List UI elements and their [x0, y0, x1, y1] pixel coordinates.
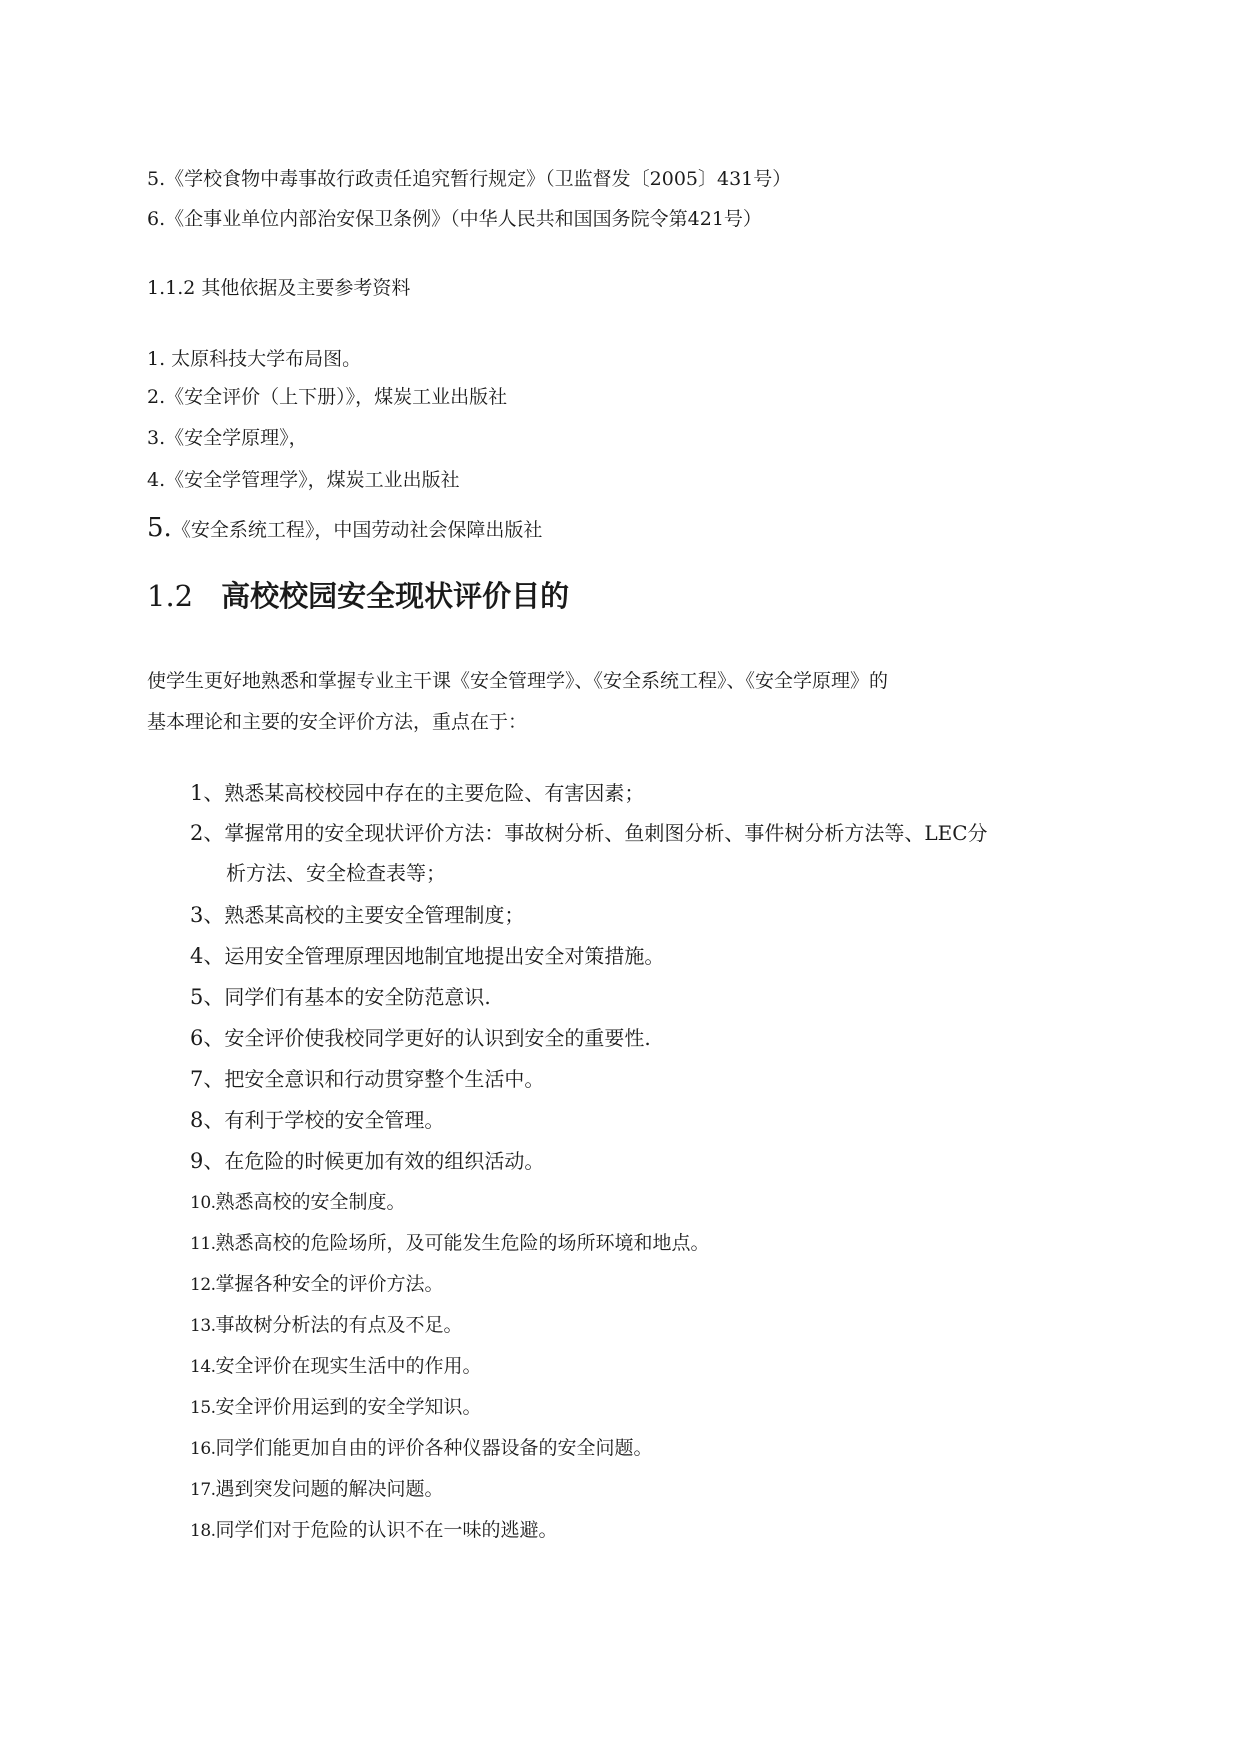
goal-item — [190, 1394, 482, 1421]
goal-number: 18. — [190, 1521, 216, 1541]
goal-text: 掌握常用的安全现状评价方法：事故树分析、鱼刺图分析、事件树分析方法等、LEC分 — [224, 821, 988, 845]
reference-number: 3. — [147, 427, 166, 449]
goal-text: 熟悉某高校的主要安全管理制度； — [224, 903, 525, 927]
section-heading — [147, 576, 569, 616]
reference-item — [147, 425, 308, 451]
law-text: 《学校食物中毒事故行政责任追究暂行规定》（卫监督发〔2005〕431号） — [165, 168, 792, 190]
goal-item — [190, 984, 491, 1010]
goal-item — [190, 1025, 651, 1051]
goal-number: 12. — [190, 1275, 216, 1295]
goal-text: 掌握各种安全的评价方法。 — [215, 1273, 444, 1295]
intro-line: 基本理论和主要的安全评价方法，重点在于： — [147, 711, 528, 733]
goal-number: 16. — [190, 1439, 216, 1459]
law-number: 6. — [147, 208, 166, 230]
goal-item — [190, 1148, 544, 1174]
goal-text: 安全评价用运到的安全学知识。 — [215, 1396, 482, 1418]
goal-text: 安全评价使我校同学更好的认识到安全的重要性. — [224, 1026, 651, 1050]
goal-item — [190, 1189, 406, 1216]
goal-item — [190, 1312, 463, 1339]
reference-item — [147, 515, 542, 543]
goal-text: 把安全意识和行动贯穿整个生活中。 — [224, 1067, 545, 1091]
goal-text: 事故树分析法的有点及不足。 — [215, 1314, 463, 1336]
goal-item — [190, 1476, 444, 1503]
law-item — [147, 206, 762, 232]
goal-item — [190, 1107, 444, 1133]
goal-text: 有利于学校的安全管理。 — [224, 1108, 445, 1132]
goal-text: 在危险的时候更加有效的组织活动。 — [224, 1149, 545, 1173]
goal-number: 6、 — [190, 1026, 225, 1050]
goal-number: 4、 — [190, 944, 225, 968]
reference-number: 5. — [147, 513, 172, 543]
goal-text: 熟悉高校的安全制度。 — [215, 1191, 406, 1213]
reference-text: 太原科技大学布局图。 — [165, 348, 362, 370]
reference-text: 《安全系统工程》，中国劳动社会保障出版社 — [171, 519, 543, 541]
goal-text: 熟悉某高校校园中存在的主要危险、有害因素； — [224, 781, 645, 805]
goal-continuation: 析方法、安全检查表等； — [226, 861, 446, 885]
goal-number: 2、 — [190, 821, 225, 845]
goal-number: 8、 — [190, 1108, 225, 1132]
goal-number: 13. — [190, 1316, 216, 1336]
heading-number: 1.2 — [147, 579, 194, 613]
goal-number: 3、 — [190, 903, 225, 927]
goal-text: 同学们对于危险的认识不在一味的逃避。 — [215, 1519, 558, 1541]
goal-number: 17. — [190, 1480, 216, 1500]
goal-number: 10. — [190, 1193, 216, 1213]
law-item — [147, 166, 791, 192]
goal-item — [190, 1271, 444, 1298]
law-text: 《企事业单位内部治安保卫条例》（中华人民共和国国务院令第421号） — [165, 208, 762, 230]
goal-number: 5、 — [190, 985, 225, 1009]
heading-title: 高校校园安全现状评价目的 — [221, 579, 570, 613]
section-title: 1.1.2 其他依据及主要参考资料 — [147, 277, 411, 299]
goal-item — [190, 943, 664, 969]
goal-number: 15. — [190, 1398, 216, 1418]
reference-number: 2. — [147, 386, 166, 408]
goal-number: 1、 — [190, 781, 225, 805]
reference-text: 《安全学原理》， — [165, 427, 308, 449]
goal-item — [190, 1353, 482, 1380]
reference-item — [147, 346, 361, 372]
goal-number: 11. — [190, 1234, 216, 1254]
reference-text: 《安全学管理学》，煤炭工业出版社 — [165, 469, 460, 491]
goal-text: 运用安全管理原理因地制宜地提出安全对策措施。 — [224, 944, 665, 968]
reference-item — [147, 384, 507, 410]
law-number: 5. — [147, 168, 166, 190]
goal-item — [190, 820, 988, 846]
reference-number: 1. — [147, 348, 166, 370]
goal-number: 14. — [190, 1357, 216, 1377]
goal-item — [190, 902, 524, 928]
goal-item — [190, 1066, 544, 1092]
goal-number: 7、 — [190, 1067, 225, 1091]
goal-text: 同学们有基本的安全防范意识. — [224, 985, 491, 1009]
goal-text: 同学们能更加自由的评价各种仪器设备的安全问题。 — [215, 1437, 653, 1459]
reference-text: 《安全评价（上下册）》，煤炭工业出版社 — [165, 386, 508, 408]
goal-text: 熟悉高校的危险场所，及可能发生危险的场所环境和地点。 — [215, 1232, 710, 1254]
goal-number: 9、 — [190, 1149, 225, 1173]
goal-item — [190, 1517, 558, 1544]
goal-text: 安全评价在现实生活中的作用。 — [215, 1355, 482, 1377]
goal-item — [190, 780, 644, 806]
goal-item — [190, 1230, 710, 1257]
reference-number: 4. — [147, 469, 166, 491]
goal-item — [190, 1435, 653, 1462]
reference-item — [147, 467, 460, 493]
goal-text: 遇到突发问题的解决问题。 — [215, 1478, 444, 1500]
intro-line: 使学生更好地熟悉和掌握专业主干课《安全管理学》、《安全系统工程》、《安全学原理》的 — [147, 670, 889, 692]
